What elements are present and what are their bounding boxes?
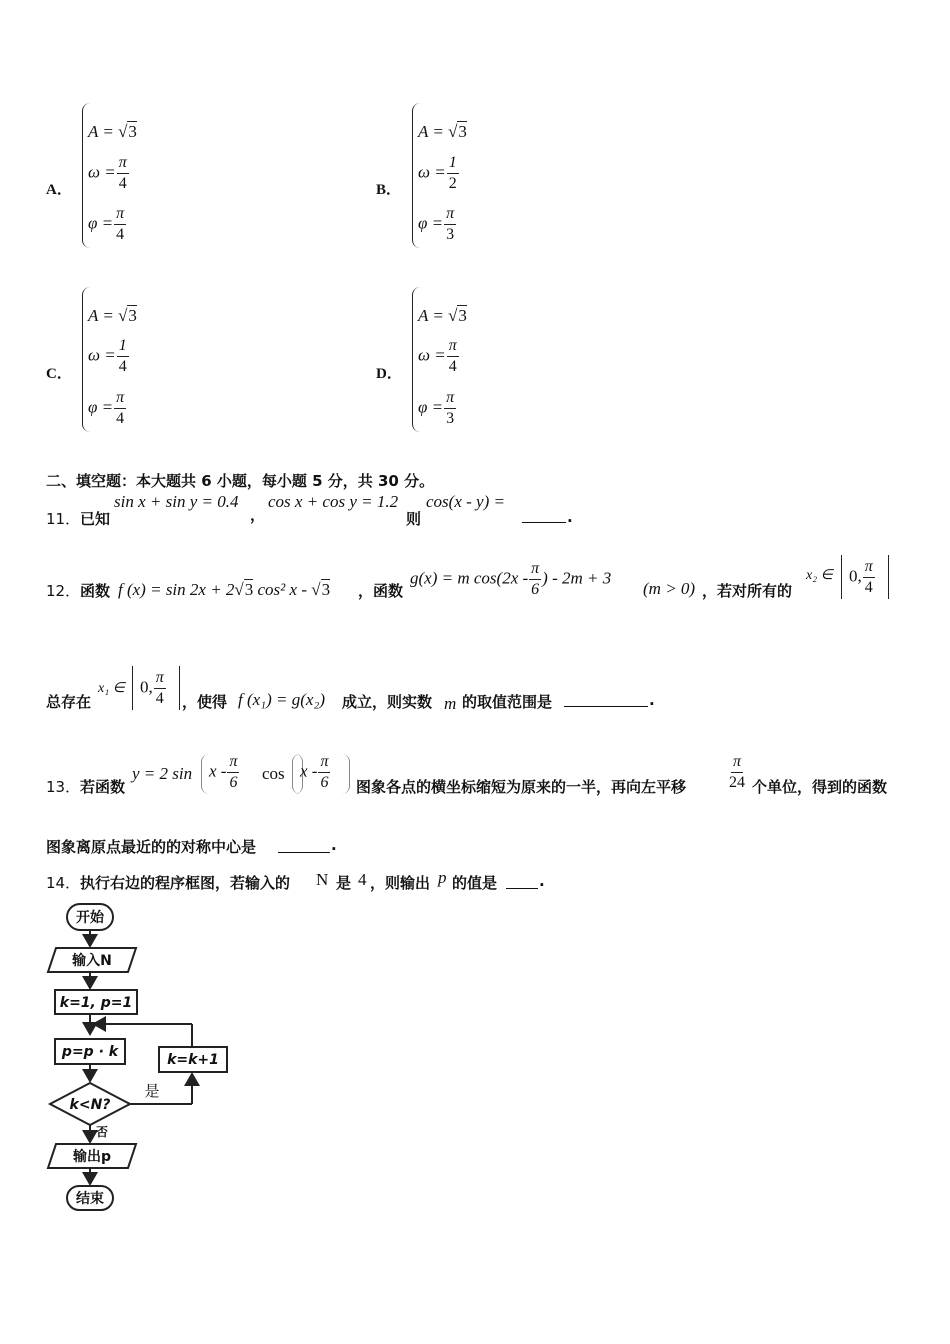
no-label: 否 bbox=[96, 1125, 109, 1139]
end-label: 结束 bbox=[76, 1191, 104, 1207]
question-text: 执行右边的程序框图，若输入的 bbox=[80, 874, 291, 892]
omega-line: ω = $\frac{1}{2}$ bbox=[418, 154, 457, 192]
amplitude-line: A = √3 bbox=[88, 122, 137, 141]
question-text: ，则输出 bbox=[370, 874, 431, 892]
question-text: ，若对所有的 bbox=[702, 582, 793, 600]
phi-line: φ = $\frac{\pi}{4}$ bbox=[88, 205, 125, 243]
output-label: 输出p bbox=[72, 1149, 112, 1165]
amplitude-line: A = √3 bbox=[418, 306, 467, 325]
question-text: 函数 bbox=[80, 582, 111, 600]
omega-line: ω = $\frac{1}{4}$ bbox=[88, 337, 127, 375]
question-text: . bbox=[649, 691, 655, 709]
process-label: p=p · k bbox=[61, 1044, 119, 1060]
math-expression: (m > 0) bbox=[643, 579, 696, 598]
question-text: ， bbox=[250, 506, 266, 524]
question-text: 个单位，得到的函数 bbox=[752, 778, 888, 796]
question-text: 已知 bbox=[80, 510, 111, 528]
math-expression: f (x₁) = g(x₂) bbox=[238, 690, 326, 709]
question-12-line-2 bbox=[46, 664, 926, 714]
math-expression: x₂ ∈ bbox=[806, 568, 833, 583]
question-text: 的值是 bbox=[452, 874, 498, 892]
math-expression: f (x) = sin 2x + 2√3 cos² x - √3 bbox=[118, 580, 331, 599]
answer-blank[interactable] bbox=[564, 692, 648, 707]
question-text: . bbox=[567, 508, 573, 526]
question-14 bbox=[46, 870, 566, 894]
section-heading: 二、填空题：本大题共 6 小题，每小题 5 分，共 30 分。 bbox=[46, 472, 435, 490]
amplitude-line: A = √3 bbox=[88, 306, 137, 325]
question-12-line-1 bbox=[46, 555, 926, 605]
option-label: D． bbox=[376, 366, 402, 382]
question-number: 14． bbox=[46, 874, 81, 892]
start-label: 开始 bbox=[76, 910, 104, 926]
answer-blank[interactable] bbox=[278, 838, 330, 853]
question-text: 是 bbox=[336, 874, 352, 892]
math-expression: p bbox=[438, 868, 447, 887]
flowchart bbox=[40, 898, 240, 1218]
question-text: ，函数 bbox=[358, 582, 404, 600]
question-text: 的取值范围是 bbox=[462, 693, 553, 711]
question-number: 11． bbox=[46, 510, 81, 528]
option-label: C． bbox=[46, 366, 72, 382]
question-text: 若函数 bbox=[80, 778, 126, 796]
math-expression: x - $\frac{\pi}{6}$ bbox=[209, 753, 238, 791]
question-text: . bbox=[331, 836, 337, 854]
phi-line: φ = $\frac{\pi}{3}$ bbox=[418, 389, 455, 427]
math-expression: 4 bbox=[358, 870, 367, 889]
decision-label: k<N? bbox=[69, 1097, 111, 1113]
question-number: 12． bbox=[46, 582, 81, 600]
option-label: B． bbox=[376, 182, 402, 198]
omega-line: ω = $\frac{\pi}{4}$ bbox=[418, 337, 457, 375]
update-label: k=k+1 bbox=[167, 1052, 219, 1068]
question-text: 成立，则实数 bbox=[342, 693, 433, 711]
math-expression: x₁ ∈ bbox=[98, 681, 125, 696]
math-expression: $\frac{\pi}{24}$ bbox=[729, 753, 745, 791]
math-expression: g(x) = m cos(2x - $\frac{\pi}{6}$ ) - 2m + 3 bbox=[410, 560, 612, 598]
math-expression: cos bbox=[262, 764, 285, 783]
amplitude-line: A = √3 bbox=[418, 122, 467, 141]
phi-line: φ = $\frac{\pi}{3}$ bbox=[418, 205, 455, 243]
phi-line: φ = $\frac{\pi}{4}$ bbox=[88, 389, 125, 427]
init-label: k=1, p=1 bbox=[59, 995, 133, 1011]
math-expression: sin x + sin y = 0.4 bbox=[114, 492, 239, 511]
question-text: 图象各点的横坐标缩短为原来的一半，再向左平移 bbox=[356, 778, 687, 796]
question-number: 13． bbox=[46, 778, 81, 796]
interval: 0, $\frac{\pi}{4}$ bbox=[849, 558, 873, 596]
question-13-line-2 bbox=[46, 836, 446, 860]
answer-blank[interactable] bbox=[506, 874, 538, 889]
question-13-line-1 bbox=[46, 752, 926, 800]
math-expression: N bbox=[316, 870, 329, 889]
question-text: 总存在 bbox=[46, 693, 92, 711]
question-text: 则 bbox=[406, 510, 422, 528]
math-expression: y = 2 sin bbox=[132, 764, 193, 783]
math-expression: cos x + cos y = 1.2 bbox=[268, 492, 399, 511]
math-expression: cos(x - y) = bbox=[426, 492, 505, 511]
answer-blank[interactable] bbox=[522, 508, 566, 523]
question-text: ，使得 bbox=[182, 693, 228, 711]
yes-label: 是 bbox=[144, 1082, 160, 1100]
input-label: 输入N bbox=[72, 953, 112, 969]
question-text: 图象离原点最近的的对称中心是 bbox=[46, 838, 257, 856]
interval: 0, $\frac{\pi}{4}$ bbox=[140, 669, 164, 707]
question-text: . bbox=[539, 872, 545, 890]
omega-line: ω = $\frac{\pi}{4}$ bbox=[88, 154, 127, 192]
option-label: A． bbox=[46, 182, 72, 198]
math-expression: m bbox=[444, 694, 457, 713]
math-expression: x - $\frac{\pi}{6}$ bbox=[300, 753, 329, 791]
